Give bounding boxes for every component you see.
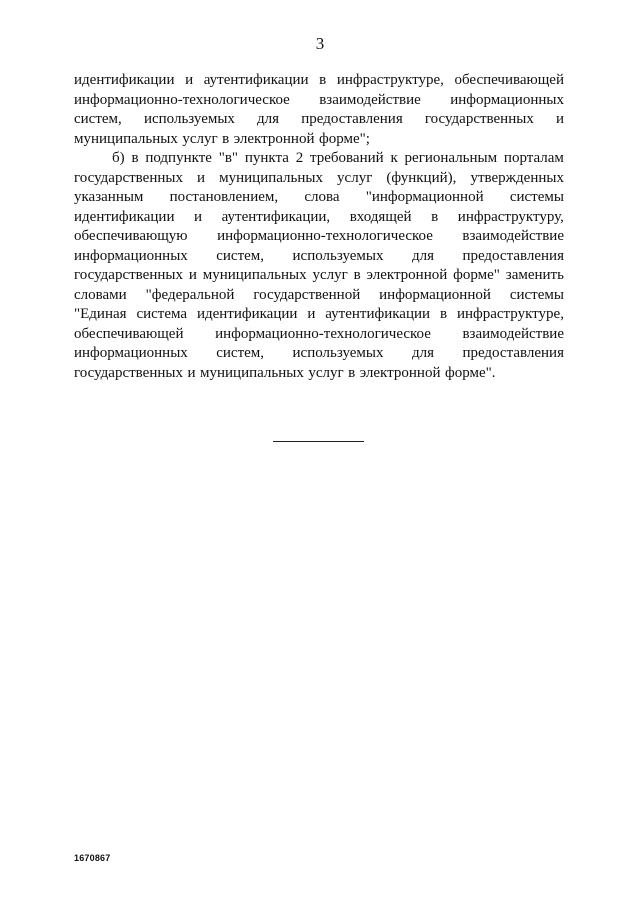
word: и	[197, 169, 206, 186]
word: идентификации	[74, 72, 175, 88]
word: государственной	[253, 286, 361, 303]
word: и	[187, 364, 196, 381]
word: предоставления	[462, 247, 564, 264]
word: для	[411, 345, 434, 361]
word: в	[348, 364, 356, 381]
word: услуг	[337, 169, 373, 186]
word: слова	[304, 189, 340, 205]
word: используемых	[292, 345, 384, 361]
word: в	[319, 72, 327, 88]
word: "в"	[218, 150, 239, 166]
word: системы	[509, 286, 564, 303]
word: порталам	[503, 150, 564, 166]
word: форме";	[318, 130, 370, 147]
text-line	[74, 247, 564, 267]
word: услуг	[312, 267, 348, 283]
end-divider-line	[273, 441, 364, 442]
word: в	[439, 306, 448, 322]
word: заменить	[505, 267, 564, 283]
word: и	[194, 208, 203, 225]
word: электронной	[233, 130, 315, 147]
word: входящей	[349, 208, 412, 225]
word: информационно-технологическое	[217, 228, 433, 244]
document-body	[74, 71, 564, 383]
word: региональным	[404, 150, 498, 166]
word: предоставления	[462, 345, 564, 361]
text-line	[74, 71, 564, 91]
word: форме"	[453, 267, 500, 283]
word: обеспечивающей	[454, 72, 564, 88]
word: 2	[295, 150, 304, 166]
word: систем,	[216, 345, 265, 361]
word: используемых	[292, 247, 384, 264]
word: б)	[112, 150, 125, 166]
text-line	[74, 266, 564, 286]
word: требований	[310, 150, 384, 166]
word: взаимодействие	[462, 228, 564, 244]
text-line	[74, 169, 564, 189]
word: используемых	[143, 111, 235, 127]
word: к	[390, 150, 398, 166]
text-line	[74, 130, 564, 150]
word: предоставления	[301, 111, 403, 127]
word: муниципальных	[200, 364, 304, 381]
word: обеспечивающей	[74, 325, 184, 342]
word: (функций),	[386, 169, 457, 186]
word: в	[131, 150, 139, 166]
word: государственных	[74, 169, 183, 186]
text-line	[74, 286, 564, 306]
word: идентификации	[74, 208, 175, 225]
word: муниципальных	[202, 267, 307, 283]
word: информационно-технологическое	[215, 325, 431, 342]
word: государственных	[74, 267, 183, 283]
word: систем,	[216, 247, 265, 264]
text-line	[74, 305, 564, 325]
word: инфраструктуре,	[456, 306, 564, 322]
word: информационных	[74, 345, 188, 361]
word: информационных	[450, 91, 564, 108]
text-line	[74, 110, 564, 130]
word: постановлением,	[169, 189, 279, 205]
word: и	[307, 306, 316, 322]
text-line	[74, 188, 564, 208]
text-line	[74, 208, 564, 228]
word: электронной	[366, 267, 448, 283]
word: "федеральной	[145, 286, 235, 303]
word: для	[411, 247, 434, 264]
word: системы	[509, 189, 564, 205]
word: взаимодействие	[319, 91, 421, 108]
word: форме".	[444, 364, 496, 381]
word: указанным	[74, 189, 144, 205]
word: аутентификации	[203, 72, 309, 88]
word: словами	[74, 286, 127, 303]
word: в	[222, 130, 230, 147]
word: информационно-технологическое	[74, 91, 290, 108]
document-code: 1670867	[74, 853, 111, 863]
text-line	[74, 91, 564, 111]
word: для	[257, 111, 280, 127]
word: инфраструктуру,	[457, 208, 564, 225]
word: аутентификации,	[221, 208, 331, 225]
word: электронной	[359, 364, 441, 381]
word: пункта	[244, 150, 289, 166]
text-line	[74, 364, 564, 384]
word: информационных	[74, 247, 188, 264]
word: система	[136, 306, 188, 322]
word: в	[431, 208, 439, 225]
text-line	[74, 344, 564, 364]
word: информационной	[379, 286, 491, 303]
word: систем,	[74, 111, 122, 127]
text-line	[74, 325, 564, 345]
word: услуг	[182, 130, 218, 147]
word: обеспечивающую	[74, 228, 188, 244]
word: муниципальных	[219, 169, 323, 186]
word: взаимодействие	[462, 325, 564, 342]
word: утвержденных	[470, 169, 564, 186]
text-line	[74, 227, 564, 247]
word: аутентификации	[325, 306, 431, 322]
word: услуг	[308, 364, 344, 381]
text-line	[74, 149, 564, 169]
page-number: 3	[315, 34, 325, 53]
word: "Единая	[74, 306, 127, 322]
word: инфраструктуре,	[336, 72, 444, 88]
word: и	[185, 72, 194, 88]
word: "информационной	[365, 189, 484, 205]
word: и	[555, 111, 564, 127]
word: муниципальных	[74, 130, 178, 147]
word: подпункте	[145, 150, 212, 166]
word: в	[353, 267, 361, 283]
word: и	[188, 267, 197, 283]
word: государственных	[424, 111, 534, 127]
word: государственных	[74, 364, 183, 381]
word: идентификации	[196, 306, 298, 322]
